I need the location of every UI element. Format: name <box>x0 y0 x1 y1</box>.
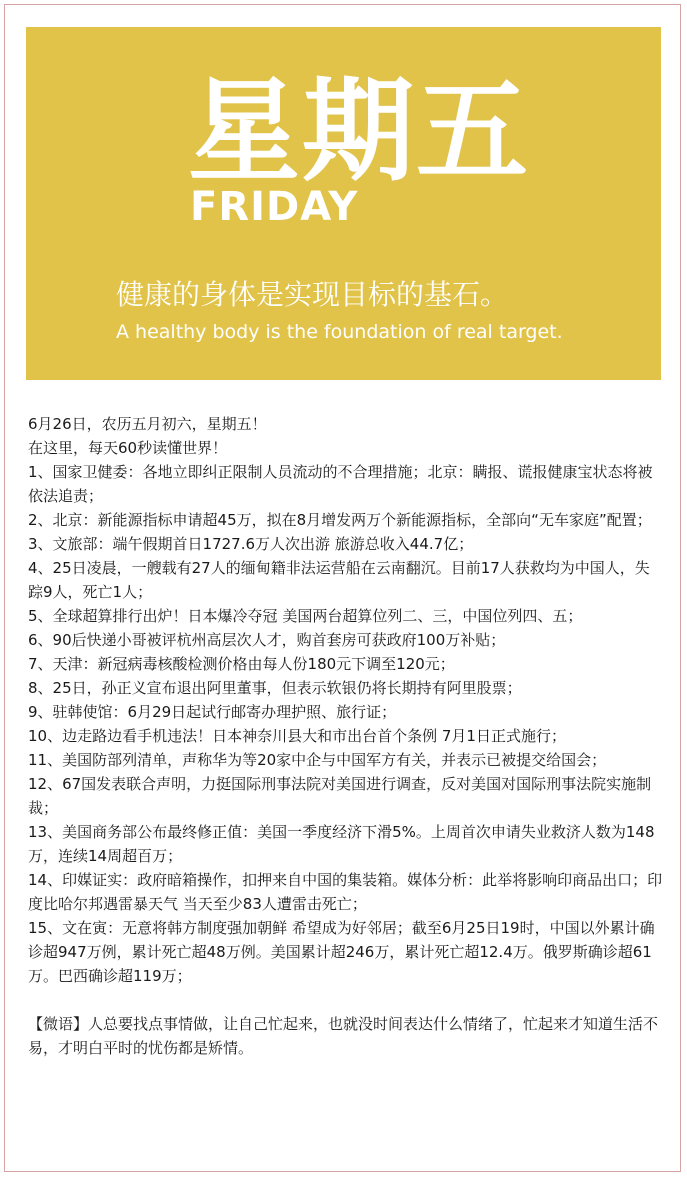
spacer <box>28 988 664 1012</box>
news-item: 12、67国发表联合声明，力挺国际刑事法院对美国进行调查，反对美国对国际刑事法院实施制裁； <box>28 775 652 817</box>
news-item: 4、25日凌晨，一艘载有27人的缅甸籍非法运营船在云南翻沉。目前17人获救均为中国人，失踪9人，死亡1人； <box>28 559 650 601</box>
tagline: 在这里，每天60秒读懂世界！ <box>28 439 228 457</box>
news-item: 13、美国商务部公布最终修正值：美国一季度经济下滑5%。上周首次申请失业救济人数为148万，连续14周超百万； <box>28 823 655 865</box>
banner-slogan-cn: 健康的身体是实现目标的基石。 <box>116 278 509 311</box>
banner-title-cn: 星期五 <box>188 67 530 197</box>
news-item: 6、90后快递小哥被评杭州高层次人才，购首套房可获政府100万补贴； <box>28 631 506 649</box>
news-item: 2、北京：新能源指标申请超45万，拟在8月增发两万个新能源指标，全部向“无车家庭”配置； <box>28 511 652 529</box>
banner-slogan-en: A healthy body is the foundation of real target. <box>116 321 563 343</box>
news-item: 1、国家卫健委：各地立即纠正限制人员流动的不合理措施；北京：瞒报、谎报健康宝状态将被依法追责； <box>28 463 653 505</box>
news-item: 14、印媒证实：政府暗箱操作，扣押来自中国的集装箱。媒体分析：此举将影响印商品出口；印度比哈尔邦遇雷暴天气 当天至少83人遭雷击死亡； <box>28 871 663 913</box>
news-item: 10、边走路边看手机违法！日本神奈川县大和市出台首个条例 7月1日正式施行； <box>28 727 566 745</box>
news-item: 8、25日，孙正义宣布退出阿里董事，但表示软银仍将长期持有阿里股票； <box>28 679 522 697</box>
news-list <box>28 460 664 988</box>
news-item: 3、文旅部：端午假期首日1727.6万人次出游 旅游总收入44.7亿； <box>28 535 474 553</box>
banner-title-en: FRIDAY <box>190 184 359 230</box>
news-item: 11、美国防部列清单，声称华为等20家中企与中国军方有关，并表示已被提交给国会； <box>28 751 607 769</box>
date-line: 6月26日，农历五月初六，星期五！ <box>28 415 267 433</box>
news-item: 5、全球超算排行出炉！日本爆冷夺冠 美国两台超算位列二、三，中国位列四、五； <box>28 607 583 625</box>
news-item: 9、驻韩使馆：6月29日起试行邮寄办理护照、旅行证； <box>28 703 397 721</box>
news-item: 7、天津：新冠病毒核酸检测价格由每人份180元下调至120元； <box>28 655 455 673</box>
news-item: 15、文在寅：无意将韩方制度强加朝鲜 希望成为好邻居；截至6月25日19时，中国以外累计确诊超947万例，累计死亡超48万例。美国累计超246万，累计死亡超12.4万。俄罗斯确诊超61万。巴西确诊超119万； <box>28 919 655 985</box>
news-content <box>28 412 664 1060</box>
friday-banner <box>26 27 661 380</box>
daily-quote: 【微语】人总要找点事情做，让自己忙起来，也就没时间表达什么情绪了，忙起来才知道生活不易，才明白平时的忧伤都是矫情。 <box>28 1015 659 1057</box>
